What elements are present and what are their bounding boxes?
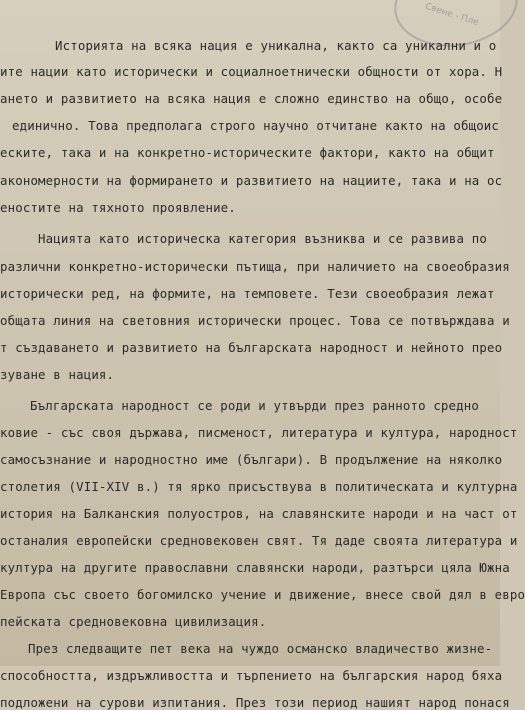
text-line: столетия (VII-XIV в.) тя ярко присъствува в политическата и културна <box>0 479 518 494</box>
text-line: исторически ред, на формите, на темповете. Тези своеобразия лежат <box>0 286 495 301</box>
text-line: култура на другите православни славянски народи, разтърси цяла Южна <box>0 560 510 575</box>
text-line: зуване в нация. <box>0 367 115 382</box>
text-line: еностите на тяхното проявление. <box>0 200 236 215</box>
text-line: общата линия на световния исторически процес. Това се потвърждава и <box>0 313 510 328</box>
text-line: акономерности на формирането и развитието на нациите, така и на ос <box>0 173 503 188</box>
text-line: подложени на сурови изпитания. През този период нашият народ понася <box>0 695 510 710</box>
text-line: ите нации като исторически и социалноетнически общности от хора. Н <box>0 64 503 79</box>
text-line: останалия европейски средновековен свят. Тя даде своята литература и <box>0 533 518 548</box>
text-line: т създаването и развитието на българската народност и нейното прео <box>0 340 503 355</box>
stamp-text: Свене - Пле <box>424 1 481 29</box>
text-line: история на Балканския полуостров, на славянските народи и на част от <box>0 506 518 521</box>
text-line: Нацията като историческа категория възниква и се развива по <box>38 231 487 246</box>
text-line: способността, издръжливостта и търпението на българския народ бяха <box>0 668 503 683</box>
text-line: единично. Това предполага строго научно отчитане както на общоис <box>12 118 500 133</box>
text-line: еските, така и на конкретно-историческите фактори, както на общит <box>0 145 495 160</box>
text-line: Историята на всяка нация е уникална, както са уникални и о <box>55 38 497 53</box>
text-line: различни конкретно-исторически пътища, при наличието на своеобразия <box>0 259 510 274</box>
text-line: Българската народност се роди и утвърди през ранното средно <box>30 398 479 413</box>
text-line: Европа със своето богомилско учение и движение, внесе свой дял в евро <box>0 587 525 602</box>
text-line: През следващите пет века на чуждо османско владичество жизне- <box>28 641 493 656</box>
text-line: пейската средновековна цивилизация. <box>0 614 267 629</box>
text-line: самосъзнание и народностно име (българи). В продължение на няколко <box>0 452 503 467</box>
text-line: ковие - със своя държава, писменост, литература и култура, народност <box>0 425 518 440</box>
text-line: ането и развитието на всяка нация е сложно единство на общо, особе <box>0 91 503 106</box>
